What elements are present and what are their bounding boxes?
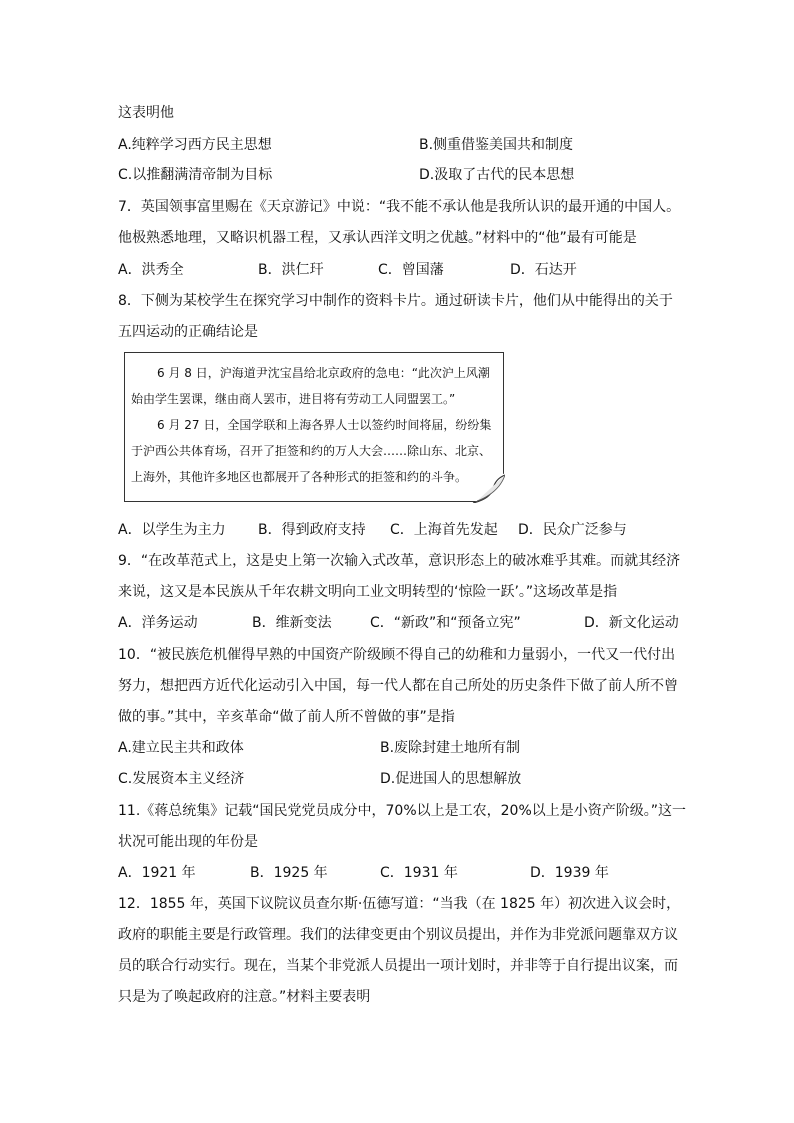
q6-option-d: D.汲取了古代的民本思想 <box>419 167 575 183</box>
q6-option-b: B.侧重借鉴美国共和制度 <box>419 137 574 153</box>
q8-option-d: D．民众广泛参与 <box>518 522 627 538</box>
card-line: 6 月 8 日，沪海道尹沈宝昌给北京政府的急电：“此次沪上风潮 <box>157 366 490 380</box>
q8-option-c: C．上海首先发起 <box>390 522 498 538</box>
q6-stem-end: 这表明他 <box>118 105 174 121</box>
q8-stem-line2: 五四运动的正确结论是 <box>118 324 258 340</box>
q10-option-b: B.废除封建土地所有制 <box>380 740 521 756</box>
q7-option-b: B．洪仁玕 <box>258 262 324 278</box>
q6-option-a: A.纯粹学习西方民主思想 <box>118 137 272 153</box>
q6-option-c: C.以推翻满清帝制为目标 <box>118 167 273 183</box>
q11-option-a: A．1921 年 <box>118 865 196 881</box>
q12-stem-line3: 员的联合行动实行。现在，当某个非党派人员提出一项计划时，并非等于自行提出议案，而 <box>118 958 678 974</box>
q9-option-a: A．洋务运动 <box>118 615 198 631</box>
q8-option-b: B．得到政府支持 <box>258 522 366 538</box>
q9-option-d: D．新文化运动 <box>584 615 679 631</box>
q8-stem-line1: 8．下侧为某校学生在探究学习中制作的资料卡片。通过研读卡片，他们从中能得出的关于 <box>118 293 673 309</box>
q11-option-b: B．1925 年 <box>250 865 328 881</box>
q12-stem-line2: 政府的职能主要是行政管理。我们的法律变更由个别议员提出，并作为非党派问题靠双方议 <box>118 927 678 943</box>
q9-stem-line2: 来说，这又是本民族从千年农耕文明向工业文明转型的‘惊险一跃’。”这场改革是指 <box>118 584 618 600</box>
q11-stem-line2: 状况可能出现的年份是 <box>118 834 258 850</box>
q7-stem-line1: 7．英国领事富里赐在《天京游记》中说：“我不能不承认他是我所认识的最开通的中国人。 <box>118 199 681 215</box>
q9-option-c: C．“新政”和“预备立宪” <box>370 615 521 631</box>
card-line: 6 月 27 日，全国学联和上海各界人士以签约时间将届，纷纷集 <box>157 418 492 432</box>
card-line: 始由学生罢课，继由商人罢市，进目将有劳动工人同盟罢工。” <box>131 392 456 406</box>
q12-stem-line4: 只是为了唤起政府的注意。”材料主要表明 <box>118 989 371 1005</box>
card-line: 上海外，其他许多地区也都展开了各种形式的拒签和约的斗争。 <box>131 470 468 484</box>
q11-option-c: C．1931 年 <box>380 865 458 881</box>
q10-stem-line3: 做的事。”其中，辛亥革命“做了前人所不曾做的事”是指 <box>118 709 455 725</box>
q9-option-b: B．维新变法 <box>252 615 332 631</box>
q11-option-d: D．1939 年 <box>530 865 609 881</box>
q12-stem-line1: 12．1855 年，英国下议院议员查尔斯·伍德写道：“当我（在 1825 年）初次进入议会时， <box>118 896 681 912</box>
q10-option-a: A.建立民主共和政体 <box>118 740 244 756</box>
material-card <box>124 352 504 502</box>
page-curl-icon <box>471 473 505 503</box>
q10-option-c: C.发展资本主义经济 <box>118 771 245 787</box>
q11-stem-line1: 11.《蒋总统集》记载“国民党党员成分中，70%以上是工农，20%以上是小资产阶级。”这一 <box>118 803 687 819</box>
q9-stem-line1: 9．“在改革范式上，这是史上第一次输入式改革，意识形态上的破冰难乎其难。而就其经济 <box>118 553 681 569</box>
card-line: 于沪西公共体育场，召开了拒签和约的万人大会……除山东、北京、 <box>131 444 492 458</box>
q10-option-d: D.促进国人的思想解放 <box>380 771 522 787</box>
q10-stem-line1: 10．“被民族危机催得早熟的中国资产阶级顾不得自己的幼稚和力量弱小，一代又一代付出 <box>118 647 676 663</box>
q7-stem-line2: 他极熟悉地理，又略识机器工程，又承认西洋文明之优越。”材料中的“他”最有可能是 <box>118 230 637 246</box>
q7-option-c: C．曾国藩 <box>378 262 444 278</box>
q8-option-a: A．以学生为主力 <box>118 522 226 538</box>
q7-option-d: D．石达开 <box>510 262 577 278</box>
q7-option-a: A．洪秀全 <box>118 262 184 278</box>
q10-stem-line2: 努力，想把西方近代化运动引入中国，每一代人都在自己所处的历史条件下做了前人所不曾 <box>118 678 678 694</box>
